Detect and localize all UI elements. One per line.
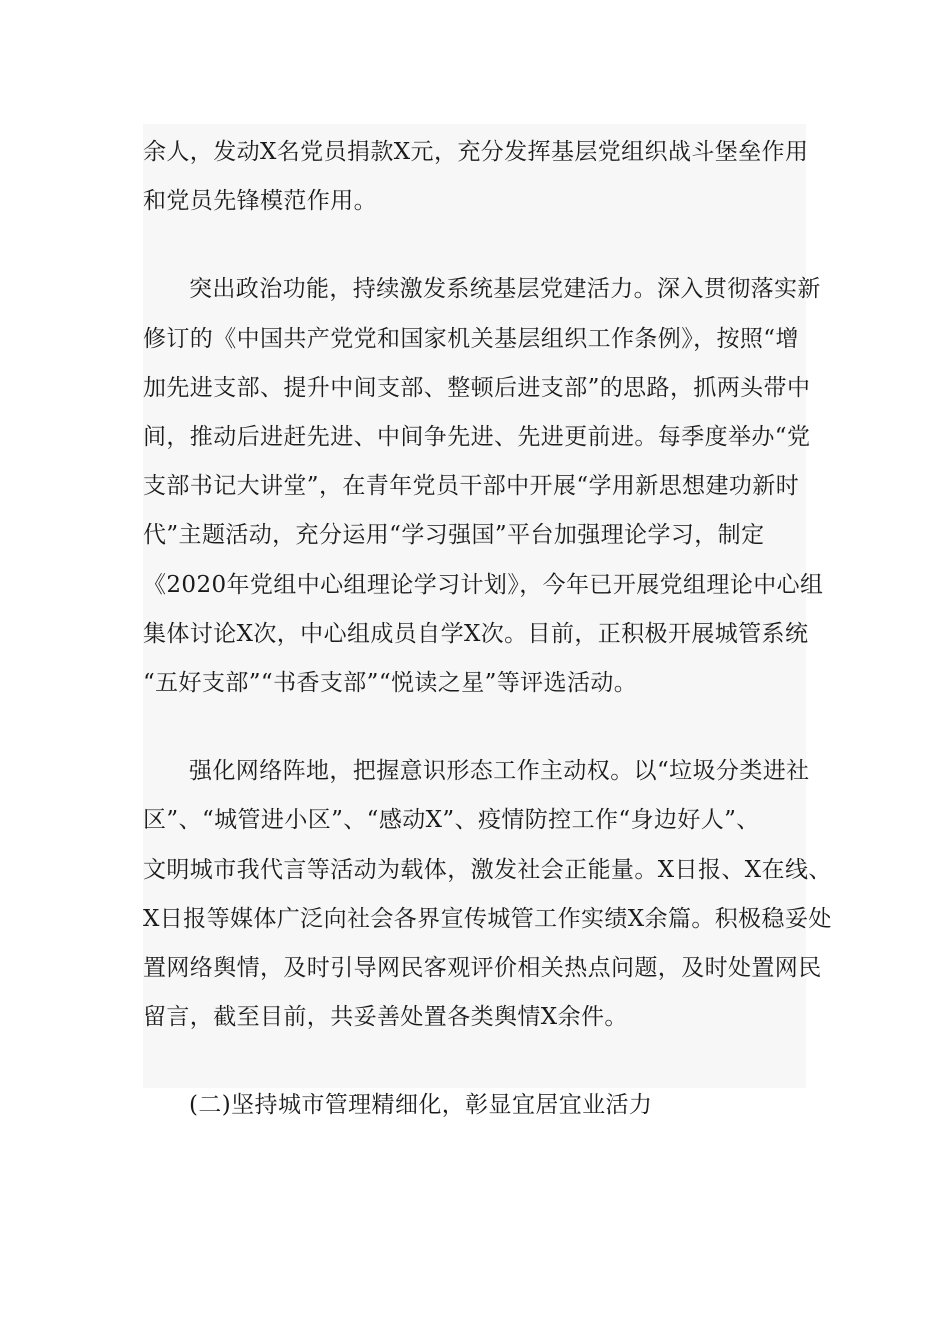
paragraph-network-ideology <box>143 747 832 1042</box>
text-line: 留言，截至目前，共妥善处置各类舆情X余件。 <box>143 1004 628 1031</box>
text-line: 加先进支部、提升中间支部、整顿后进支部”的思路，抓两头带中 <box>143 374 811 401</box>
paragraph-continuation <box>143 128 809 226</box>
text-line: X日报等媒体广泛向社会各界宣传城管工作实绩X余篇。积极稳妥处 <box>143 905 832 932</box>
text-line: 和党员先锋模范作用。 <box>143 188 377 215</box>
document-body <box>143 124 832 1119</box>
text-line: 置网络舆情，及时引导网民客观评价相关热点问题，及时处置网民 <box>143 955 822 982</box>
text-line: 修订的《中国共产党党和国家机关基层组织工作条例》，按照“增 <box>143 325 799 352</box>
text-line: 突出政治功能，持续激发系统基层党建活力。深入贯彻落实新 <box>189 276 821 303</box>
text-line: 间，推动后进赶先进、中间争先进、先进更前进。每季度举办“党 <box>143 424 811 451</box>
text-line: 《2020年党组中心组理论学习计划》，今年已开展党组理论中心组 <box>143 571 824 598</box>
text-line: 强化网络阵地，把握意识形态工作主动权。以“垃圾分类进社 <box>189 758 810 785</box>
text-line: 代”主题活动，充分运用“学习强国”平台加强理论学习，制定 <box>143 522 765 549</box>
text-line: 区”、“城管进小区”、“感动X”、疫情防控工作“身边好人”、 <box>143 807 760 834</box>
text-line: 支部书记大讲堂”，在青年党员干部中开展“学用新思想建功新时 <box>143 473 800 500</box>
paragraph-party-building <box>143 265 824 708</box>
text-line: 余人，发动X名党员捐款X元，充分发挥基层党组织战斗堡垒作用 <box>143 139 809 165</box>
text-line: “五好支部”“书香支部”“悦读之星”等评选活动。 <box>143 670 638 697</box>
section-heading <box>143 1081 806 1130</box>
text-line: 文明城市我代言等活动为载体，激发社会正能量。X日报、X在线、 <box>143 856 832 883</box>
text-line: (二)坚持城市管理精细化，彰显宜居宜业活力 <box>189 1092 653 1119</box>
text-line: 集体讨论X次，中心组成员自学X次。目前，正积极开展城管系统 <box>143 620 809 647</box>
